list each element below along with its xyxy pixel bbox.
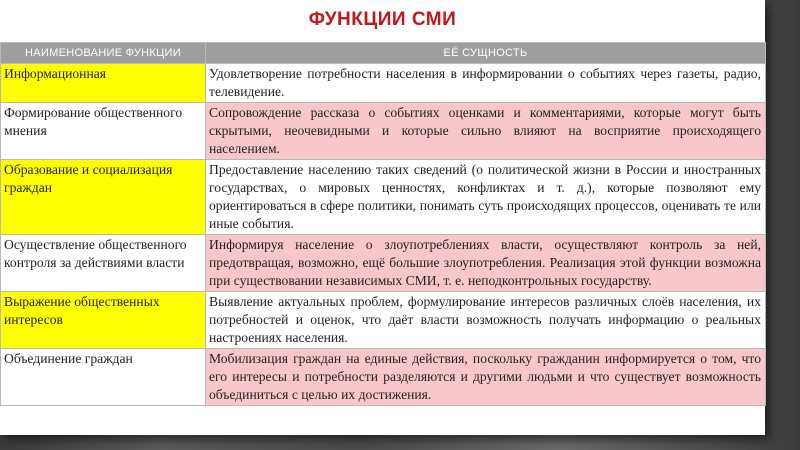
function-name-cell: Выражение общественных интересов (1, 292, 206, 349)
slide-title: ФУНКЦИИ СМИ (308, 9, 457, 30)
function-desc-cell: Информируя население о злоупотреблениях власти, осуществляют контроль за ней, предотвращая, возможно, ещё большие злоупотребления. Реализация этой функции возможна при существовании независимых СМИ, т. е. неподконтрольных государству. (206, 235, 766, 292)
function-desc-cell: Выявление актуальных проблем, формулирование интересов различных слоёв населения, их потребностей и оценок, что даёт власти возможность получать информацию о реальных настроениях населения. (206, 292, 766, 349)
table-row (1, 64, 766, 103)
function-desc-cell: Предоставление населению таких сведений (о политической жизни в России и иностранных государствах, о мировых ценностях, конфликтах и т. д.), которые позволяют ему ориентироваться в сфере политики, понимать суть происходящих процессов, оценивать те или иные события. (206, 160, 766, 235)
function-desc-cell: Мобилизация граждан на единые действия, поскольку гражданин информируется о том, что его интересы и потребности разделяются и другими людьми и что существует возможность объединиться с целью их достижения. (206, 349, 766, 406)
table-row (1, 103, 766, 160)
header-essence: ЕЁ СУЩНОСТЬ (206, 43, 766, 64)
table-header-row (1, 43, 766, 64)
function-name-cell: Информационная (1, 64, 206, 103)
function-name-cell: Образование и социализация граждан (1, 160, 206, 235)
table-row (1, 235, 766, 292)
function-name-cell: Формирование общественного мнения (1, 103, 206, 160)
table-row (1, 160, 766, 235)
function-desc-cell: Удовлетворение потребности населения в информировании о событиях через газеты, радио, телевидение. (206, 64, 766, 103)
table-row (1, 349, 766, 406)
header-function-name: НАИМЕНОВАНИЕ ФУНКЦИИ (1, 43, 206, 64)
table-row (1, 292, 766, 349)
functions-table (0, 42, 766, 406)
function-name-cell: Объединение граждан (1, 349, 206, 406)
function-name-cell: Осуществление общественного контроля за действиями власти (1, 235, 206, 292)
function-desc-cell: Сопровождение рассказа о событиях оценками и комментариями, которые могут быть скрытыми, неочевидными и которые сильно влияют на восприятие происходящего населением. (206, 103, 766, 160)
